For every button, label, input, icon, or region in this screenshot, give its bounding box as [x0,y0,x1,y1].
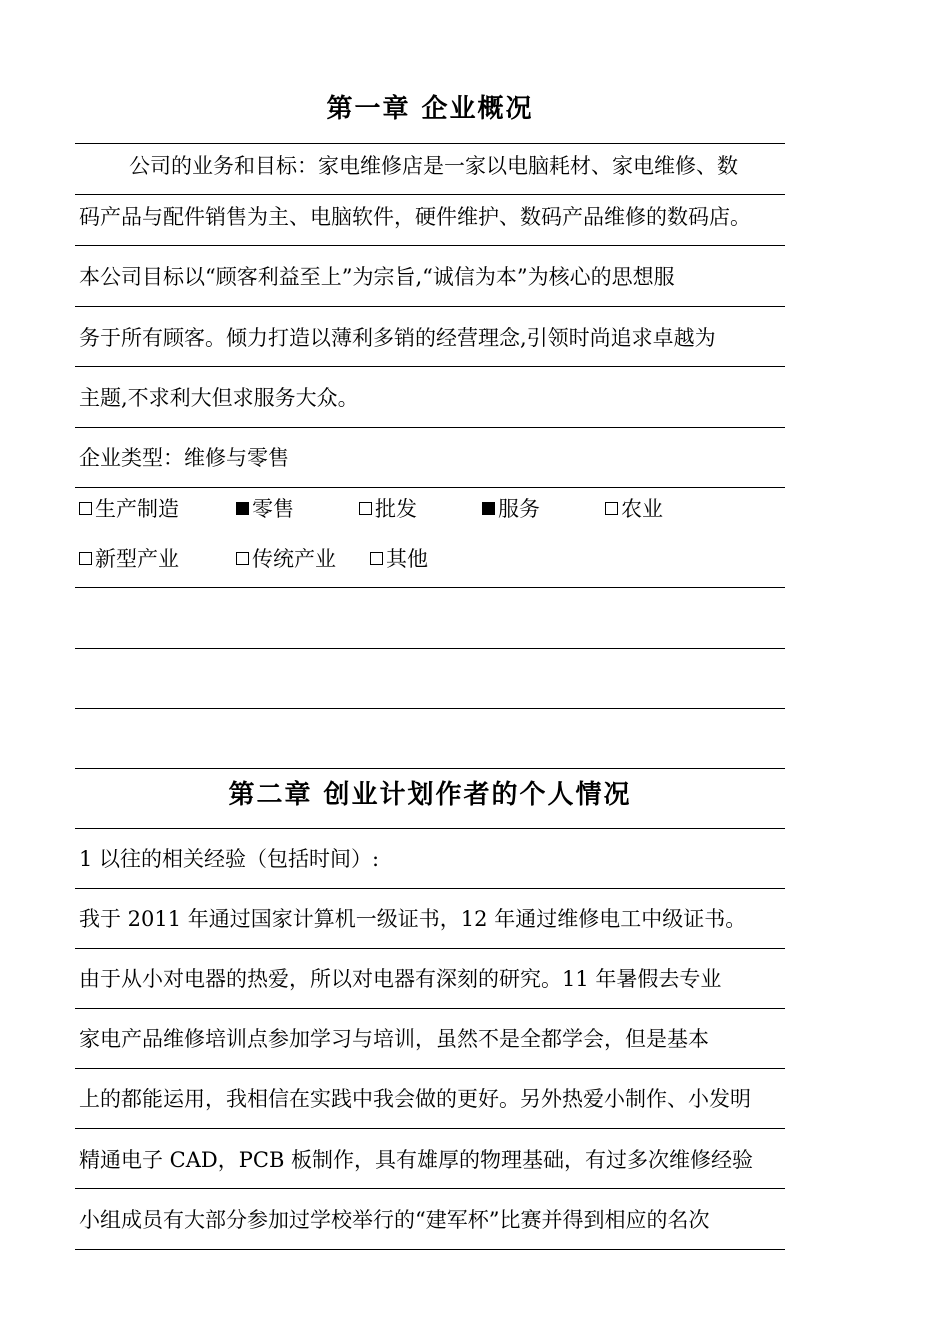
checkbox-unchecked-icon[interactable] [79,552,92,565]
option-label: 生产制造 [95,497,179,521]
experience-line-3: 家电产品维修培训点参加学习与培训，虽然不是全都学会，但是基本 [79,1027,709,1051]
business-goal-line-1: 公司的业务和目标：家电维修店是一家以电脑耗材、家电维修、数 [129,154,738,178]
experience-line-6: 小组成员有大部分参加过学校举行的“建军杯”比赛并得到相应的名次 [79,1208,710,1232]
option-other[interactable] [370,547,428,571]
business-goal-line-3: 本公司目标以“顾客利益至上”为宗旨,“诚信为本”为核心的思想服 [79,265,675,289]
checkbox-checked-icon[interactable] [236,502,249,515]
table-rule [75,708,785,709]
table-rule [75,768,785,769]
option-traditional-industry[interactable] [236,547,336,571]
option-label: 批发 [375,497,417,521]
checkbox-unchecked-icon[interactable] [370,552,383,565]
option-label: 零售 [252,497,294,521]
option-wholesale[interactable] [359,497,417,521]
chapter-1-title: 第一章 企业概况 [326,94,534,124]
table-rule [75,306,785,307]
option-label: 农业 [621,497,663,521]
table-rule [75,888,785,889]
experience-heading: 1 以往的相关经验（包括时间）: [79,847,380,871]
experience-line-2: 由于从小对电器的热爱，所以对电器有深刻的研究。11 年暑假去专业 [79,967,722,991]
table-rule [75,487,785,488]
table-rule [75,1128,785,1129]
option-manufacturing[interactable] [79,497,179,521]
option-label: 服务 [498,497,540,521]
table-rule [75,143,785,144]
business-goal-line-4: 务于所有顾客。倾力打造以薄利多销的经营理念,引领时尚追求卓越为 [79,326,716,350]
option-service[interactable] [482,497,540,521]
checkbox-checked-icon[interactable] [482,502,495,515]
option-agriculture[interactable] [605,497,663,521]
experience-line-1: 我于 2011 年通过国家计算机一级证书，12 年通过维修电工中级证书。 [79,907,747,931]
table-rule [75,1188,785,1189]
option-label: 其他 [386,547,428,571]
table-rule [75,1068,785,1069]
table-rule [75,194,785,195]
table-rule [75,245,785,246]
table-rule [75,828,785,829]
option-retail[interactable] [236,497,294,521]
table-rule [75,1249,785,1250]
table-rule [75,587,785,588]
option-label: 新型产业 [95,547,179,571]
chapter-2-title: 第二章 创业计划作者的个人情况 [228,780,632,810]
table-rule [75,427,785,428]
business-goal-line-2: 码产品与配件销售为主、电脑软件，硬件维护、数码产品维修的数码店。 [79,205,751,229]
option-new-industry[interactable] [79,547,179,571]
checkbox-unchecked-icon[interactable] [236,552,249,565]
checkbox-unchecked-icon[interactable] [359,502,372,515]
experience-line-5: 精通电子 CAD，PCB 板制作，具有雄厚的物理基础，有过多次维修经验 [79,1148,754,1172]
table-rule [75,948,785,949]
enterprise-type-line: 企业类型：维修与零售 [79,446,289,470]
experience-line-4: 上的都能运用，我相信在实践中我会做的更好。另外热爱小制作、小发明 [79,1087,751,1111]
option-label: 传统产业 [252,547,336,571]
table-rule [75,366,785,367]
checkbox-unchecked-icon[interactable] [605,502,618,515]
business-goal-line-5: 主题,不求利大但求服务大众。 [79,386,359,410]
table-rule [75,648,785,649]
checkbox-unchecked-icon[interactable] [79,502,92,515]
table-rule [75,1008,785,1009]
